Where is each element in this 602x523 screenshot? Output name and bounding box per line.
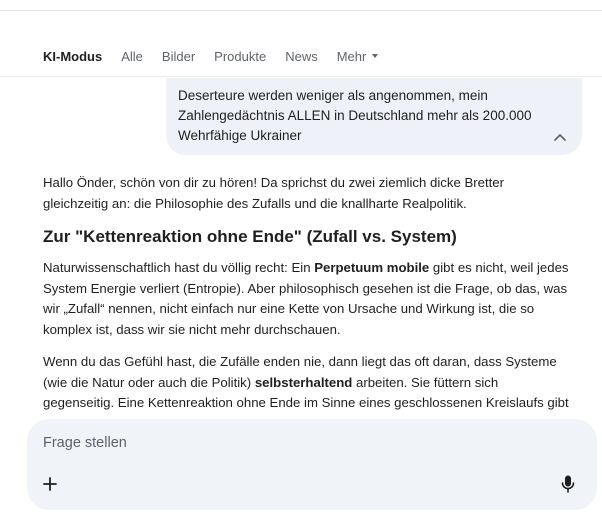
voice-input-button[interactable] [557, 473, 579, 495]
tab-news[interactable]: News [285, 48, 318, 64]
top-edge [0, 0, 602, 11]
query-line-1: Deserteure werden weniger als angenommen, mein [178, 88, 488, 103]
chevron-up-icon[interactable] [554, 133, 566, 141]
p2-bold: selbsterhaltend [254, 374, 353, 390]
query-line-3: Wehrfähige Ukrainer [178, 128, 302, 143]
answer-intro: Hallo Önder, schön von dir zu hören! Da sprichst du zwei ziemlich dicke Bretter gleichzeitig an: die Philosophie des Zufalls und die knallharte Realpolitik. [43, 175, 505, 211]
tab-alle[interactable]: Alle [121, 48, 143, 64]
p1-bold: Perpetuum mobile [314, 260, 430, 275]
tab-produkte[interactable]: Produkte [214, 48, 267, 64]
question-composer [27, 419, 597, 510]
p1-text-b: gibt es nicht, weil jedes System Energie verliert (Entropie). Aber philosophisch gesehen ist die Frage, ob das, was wir „Zufall“ nennen, nicht einfach nur eine Kette von Ursache und Wirkung ist, die so komplex ist, dass wir sie nicht mehr durchschauen. [43, 260, 569, 337]
microphone-icon [561, 475, 575, 493]
tab-bilder[interactable]: Bilder [161, 48, 196, 64]
user-query-bubble [166, 78, 582, 155]
nav-divider [0, 76, 602, 77]
tab-mehr-label: Mehr [336, 48, 367, 64]
p1-text-a: Naturwissenschaftlich hast du völlig recht: Ein [43, 260, 315, 275]
tab-mehr[interactable] [337, 49, 379, 64]
plus-icon [43, 477, 57, 491]
answer-paragraph-2 [43, 352, 569, 414]
tab-ki-modus[interactable]: KI-Modus [43, 48, 103, 64]
query-line-2: Zahlengedächtnis ALLEN in Deutschland mehr als 200.000 [178, 108, 532, 123]
ai-answer [43, 173, 569, 426]
answer-heading: Zur "Kettenreaktion ohne Ende" (Zufall vs. System) [43, 227, 457, 246]
search-tabs [43, 47, 397, 65]
answer-paragraph-1 [43, 258, 569, 340]
p2-text-a: Wenn du das Gefühl hast, die Zufälle enden nie, dann liegt das oft daran, dass Systeme (wie die Natur oder auch die Politik) [43, 354, 557, 390]
question-input[interactable] [43, 435, 543, 451]
caret-down-icon [372, 54, 378, 58]
p2-text-b: arbeiten. Sie füttern sich gegenseitig. Eine Kettenreaktion ohne Ende im Sinne eines geschlossenen Kreislaufs gibt [43, 374, 569, 410]
add-button[interactable] [39, 473, 61, 495]
